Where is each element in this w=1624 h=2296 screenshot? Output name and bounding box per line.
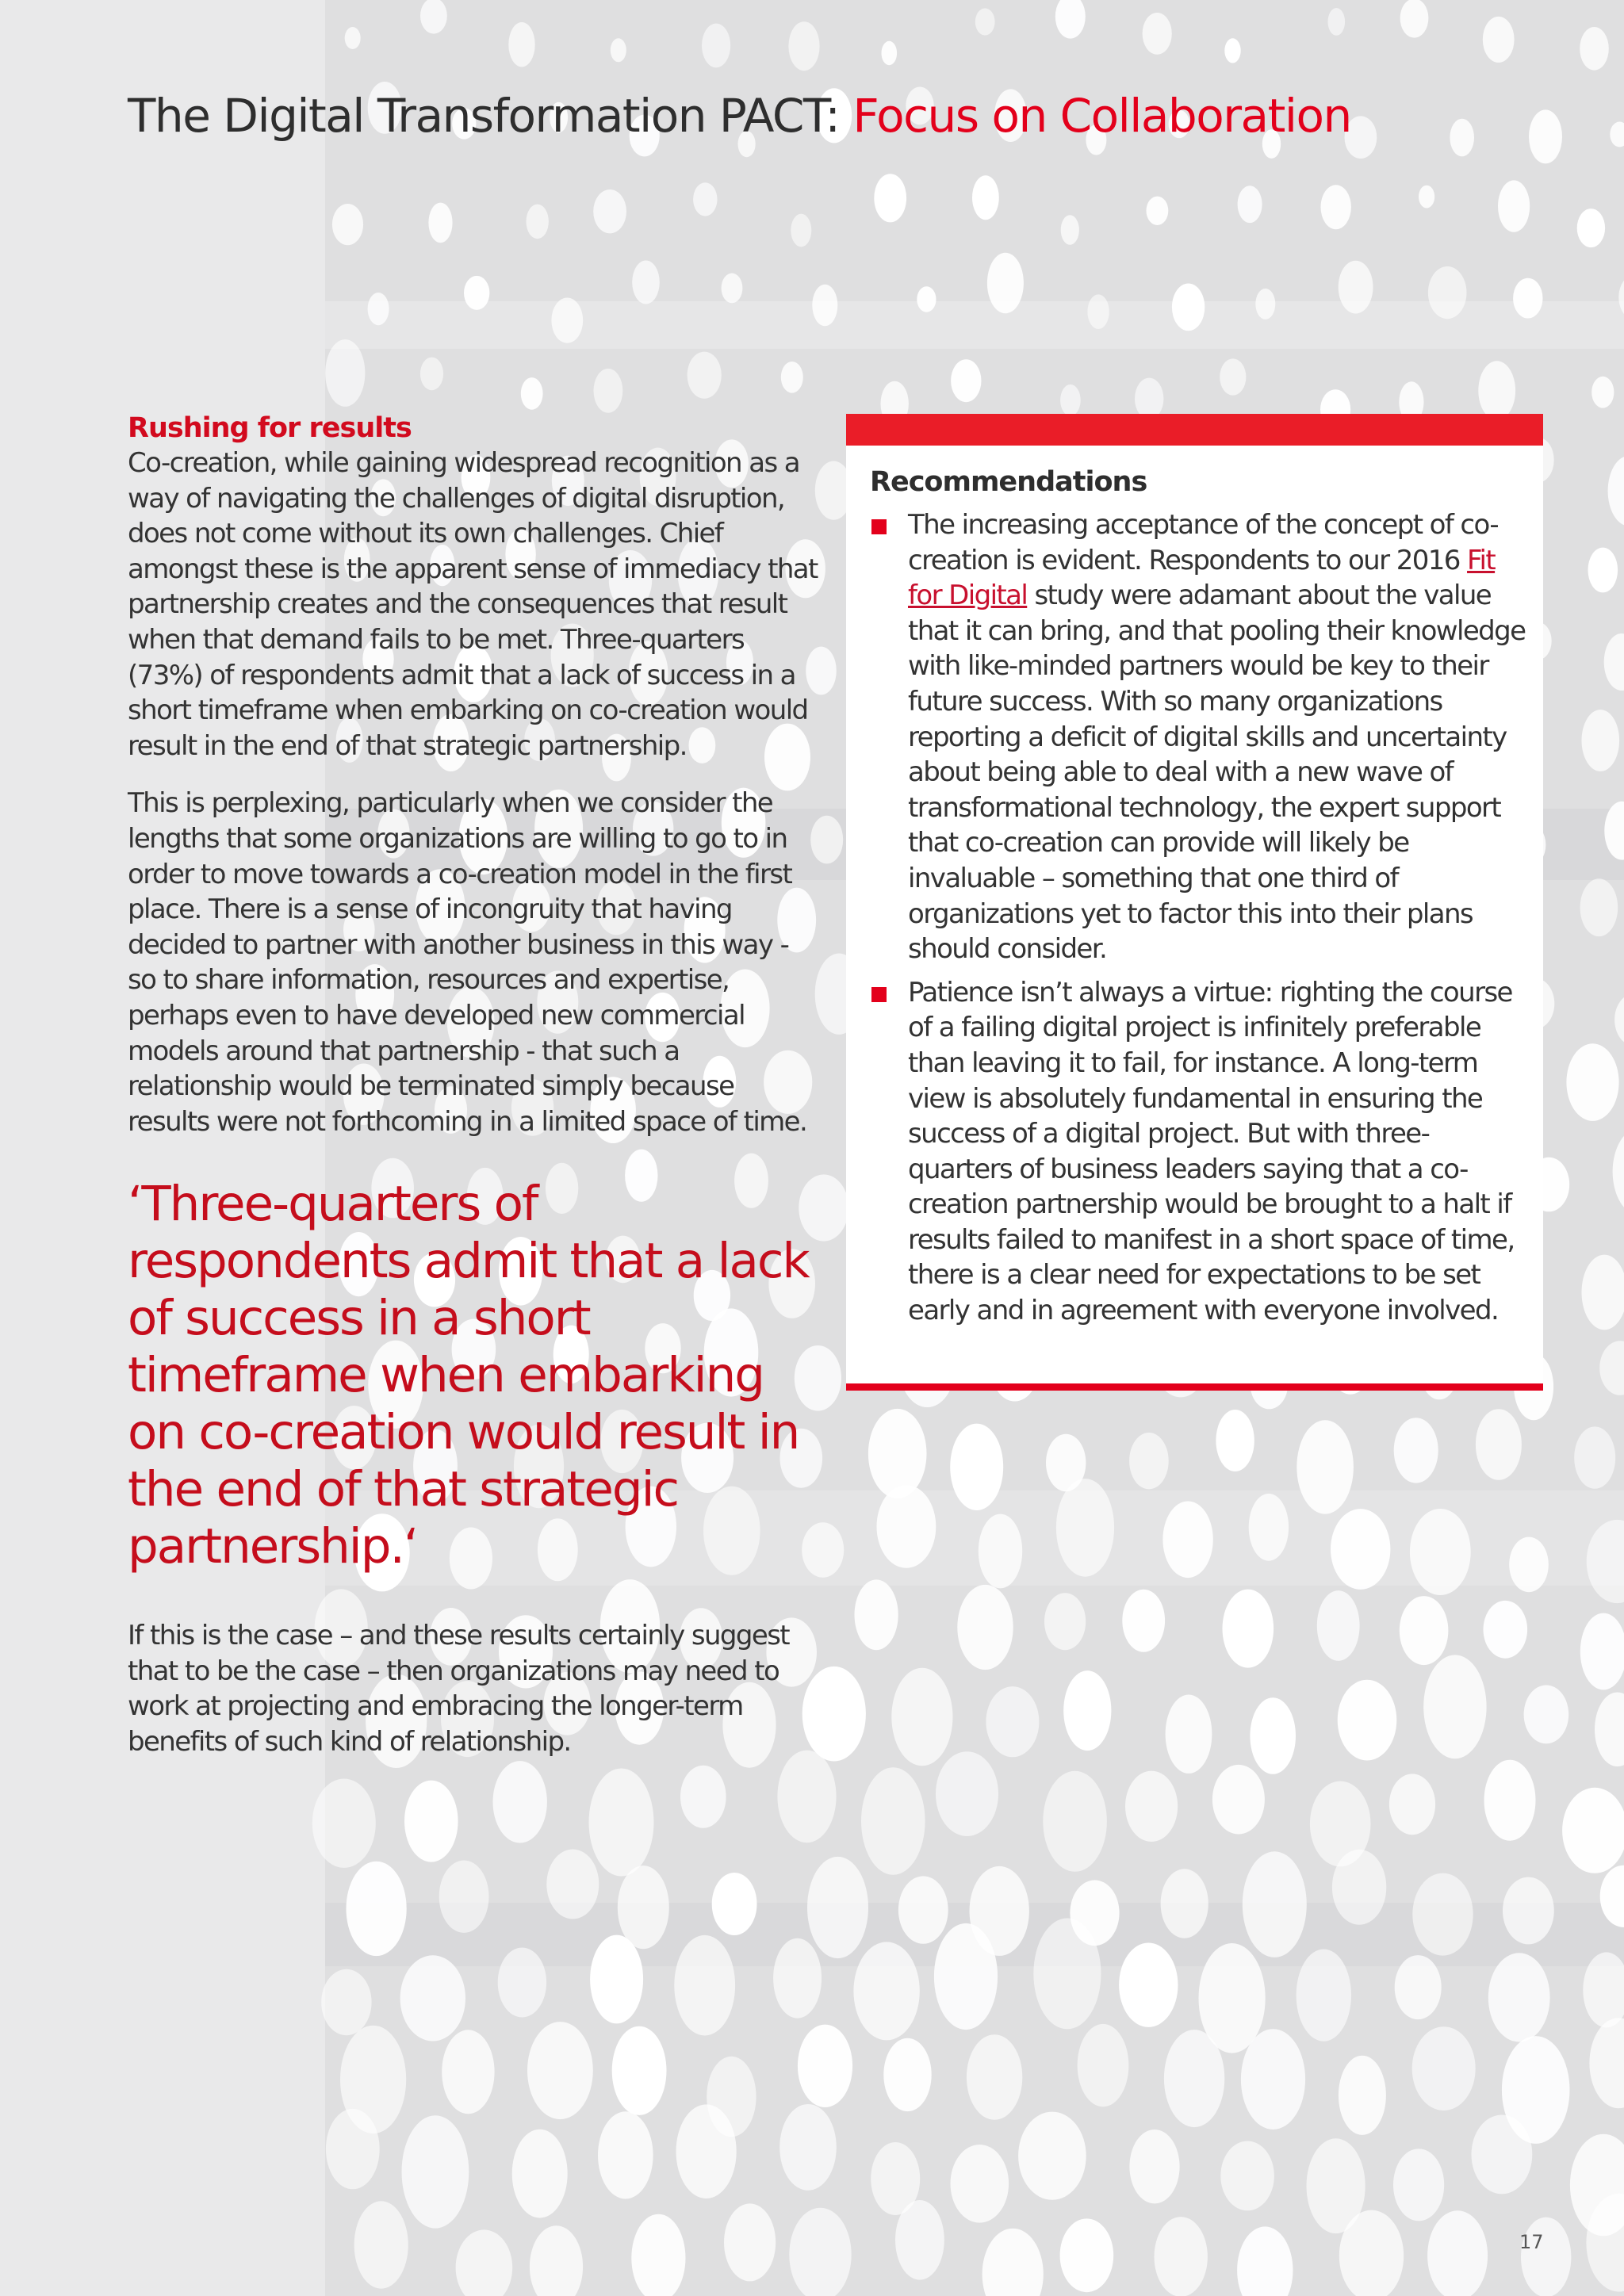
- background-dot: [1582, 710, 1620, 771]
- background-dot: [1591, 377, 1614, 408]
- background-dot: [404, 1781, 458, 1862]
- background-dot: [676, 2104, 737, 2198]
- background-dot: [1161, 1869, 1208, 1938]
- background-dot: [877, 1485, 936, 1568]
- background-dot: [1056, 1479, 1114, 1577]
- background-dot: [1317, 1590, 1360, 1661]
- background-dot: [1450, 119, 1474, 157]
- background-dot: [321, 1969, 371, 2035]
- background-dot: [779, 2104, 837, 2191]
- background-dot: [1332, 1850, 1386, 1925]
- background-dot: [1580, 27, 1609, 71]
- background-dot: [1394, 1418, 1438, 1483]
- background-dot: [1483, 17, 1515, 63]
- background-dot: [1044, 1593, 1086, 1650]
- background-dot: [874, 174, 906, 222]
- background-dot: [1498, 180, 1530, 232]
- background-dot: [1166, 1695, 1212, 1774]
- square-bullet-icon: [871, 519, 887, 534]
- background-dot: [1524, 1686, 1569, 1744]
- background-dot: [594, 369, 623, 413]
- recommendations-heading: Recommendations: [870, 466, 1147, 498]
- background-dot: [1513, 278, 1542, 319]
- background-dot: [951, 359, 981, 402]
- background-dot: [1484, 1601, 1528, 1659]
- background-dot: [702, 24, 730, 68]
- background-dot: [812, 285, 837, 327]
- background-dot: [1297, 1420, 1354, 1513]
- background-dot: [1119, 1943, 1178, 2027]
- background-dot: [861, 1767, 925, 1875]
- background-dot: [1162, 1502, 1212, 1578]
- background-dot: [1488, 1953, 1550, 2042]
- background-dot: [428, 203, 452, 243]
- page-title-accent: Focus on Collaboration: [852, 89, 1351, 143]
- background-dot: [791, 214, 811, 247]
- background-dot: [1249, 1494, 1289, 1561]
- background-dot: [368, 293, 389, 325]
- background-dot: [712, 1873, 757, 1935]
- background-dot: [508, 22, 534, 67]
- background-dot: [967, 2034, 1022, 2120]
- recommendations-top-bar: [846, 414, 1543, 446]
- background-dot: [345, 27, 361, 49]
- background-dot: [1043, 1771, 1107, 1872]
- background-dot: [1297, 1950, 1351, 2042]
- background-dot: [546, 1850, 599, 1919]
- page-title-prefix: The Digital Transformation PACT:: [128, 89, 853, 143]
- background-dot: [527, 2022, 593, 2119]
- background-dot: [512, 2130, 568, 2218]
- recommendations-bottom-bar: [846, 1383, 1543, 1391]
- background-dot: [883, 2038, 931, 2111]
- background-dot: [936, 1751, 998, 1836]
- recommendation-item-1: [870, 507, 1528, 967]
- background-dot: [1063, 1670, 1111, 1751]
- body-paragraph-2: This is perplexing, particularly when we consider the lengths that some organizations are willing to go to in order to move towards a co-creation model in the first place. There is a sense of incongruity that having decided to partner with another business in this way - so to share information, resources and expertise, perhaps even to have developed new commercial models around that partnership - that such a relationship would be terminated simply because results were not forthcoming in a limited space of time.: [128, 787, 807, 1138]
- background-dot: [1389, 1774, 1435, 1835]
- background-dot: [589, 1769, 654, 1877]
- background-dot: [590, 1935, 643, 2024]
- background-dot: [1412, 1873, 1473, 1956]
- background-dot: [722, 274, 743, 304]
- background-dot: [986, 1686, 1039, 1757]
- background-dot: [1321, 185, 1351, 229]
- background-dot: [1143, 13, 1172, 55]
- background-dot: [1061, 215, 1079, 245]
- background-dot: [551, 298, 583, 343]
- background-dot: [598, 2111, 653, 2198]
- background-dot: [464, 276, 489, 310]
- background-dot: [957, 1585, 1013, 1670]
- background-dot: [1393, 2149, 1444, 2221]
- background-dot: [674, 1935, 735, 2036]
- background-dot: [950, 1424, 1003, 1510]
- background-dot: [855, 1579, 898, 1650]
- background-dot: [420, 358, 443, 391]
- background-dot: [1484, 1760, 1536, 1841]
- background-dot: [807, 1857, 868, 1958]
- background-dot: [1339, 2056, 1386, 2135]
- background-dot: [724, 2203, 776, 2281]
- background-dot: [442, 2030, 494, 2114]
- background-dot: [1255, 289, 1275, 320]
- background-dot: [1241, 2029, 1305, 2130]
- background-dot: [1428, 266, 1467, 319]
- background-dot: [1216, 1410, 1254, 1471]
- background-dot: [1328, 8, 1346, 36]
- background-dot: [1060, 385, 1081, 416]
- background-dot: [1338, 1680, 1397, 1761]
- background-dot: [898, 1876, 948, 1943]
- background-dot: [693, 182, 717, 216]
- background-dot: [1147, 197, 1169, 225]
- background-dot: [1129, 2130, 1179, 2203]
- background-dot: [773, 1938, 822, 2019]
- background-dot: [611, 38, 626, 62]
- page-title: [128, 89, 1351, 143]
- background-dot: [987, 253, 1024, 314]
- background-dot: [632, 261, 660, 304]
- background-dot: [1412, 2026, 1476, 2110]
- background-dot: [788, 21, 819, 71]
- background-dot: [1580, 878, 1618, 936]
- square-bullet-icon: [871, 987, 887, 1002]
- background-dot: [1087, 294, 1109, 329]
- background-dot: [1224, 38, 1240, 63]
- background-dot: [1476, 1409, 1522, 1480]
- background-dot: [1509, 1537, 1549, 1593]
- background-dot: [1033, 1918, 1101, 2029]
- pull-quote: ‘Three-quarters of respondents admit that a lack of success in a short timeframe when embarking on co-creation would result in the end of that strategic partnership.‘: [128, 1176, 809, 1575]
- background-dot: [1125, 1771, 1178, 1842]
- section-heading: Rushing for results: [128, 412, 412, 444]
- background-dot: [1212, 1765, 1265, 1835]
- background-dot: [1155, 2217, 1208, 2296]
- background-dot: [1566, 1043, 1618, 1121]
- recommendation-1-text-start: The increasing acceptance of the concept of co-creation is evident. Respondents to our 2016: [908, 509, 1499, 576]
- background-dot: [325, 339, 365, 407]
- background-dot: [1078, 2024, 1129, 2107]
- background-dot: [798, 2025, 852, 2107]
- background-dot: [1574, 1426, 1615, 1488]
- background-dot: [1018, 2112, 1086, 2200]
- background-dot: [521, 377, 543, 410]
- background-dot: [882, 41, 898, 65]
- background-dot: [1122, 1590, 1165, 1652]
- background-dot: [1250, 1697, 1296, 1774]
- background-dot: [400, 1955, 465, 2041]
- background-dot: [934, 1923, 998, 2030]
- background-dot: [1521, 2218, 1571, 2296]
- background-dot: [1478, 361, 1515, 420]
- background-dot: [347, 1862, 407, 1956]
- background-dot: [612, 2026, 667, 2115]
- page-number: 17: [1519, 2231, 1544, 2253]
- closing-paragraph: If this is the case – and these results certainly suggest that to be the case – then organizations may need to work at projecting and embracing the longer-term benefits of such kind of relationship.: [128, 1620, 790, 1758]
- recommendation-2-text: Patience isn’t always a virtue: righting the course of a failing digital project is infinitely preferable than leaving it to fail, for instance. A long-term view is absolutely fundamental in ensuring the success of a digital project. But with three-quarters of business leaders saying that a co-creation partnership would be brought to a halt if results failed to manifest in a short space of time, there is a clear need for expectations to be set early and in agreement with everyone involved.: [908, 976, 1515, 1327]
- background-dot: [1423, 1655, 1486, 1758]
- background-dot: [1472, 2115, 1533, 2195]
- background-dot: [332, 204, 363, 245]
- background-dot: [1220, 358, 1246, 395]
- background-dot: [895, 2200, 944, 2280]
- background-dot: [618, 1866, 669, 1949]
- background-dot: [1199, 1943, 1266, 2053]
- background-dot: [1060, 2218, 1114, 2292]
- background-dot: [688, 352, 722, 399]
- background-dot: [853, 1942, 919, 2040]
- background-dot: [979, 1514, 1022, 1589]
- background-dot: [593, 189, 626, 233]
- background-dot: [1172, 284, 1205, 331]
- background-dot: [1223, 1590, 1274, 1668]
- background-dot: [498, 1948, 546, 2018]
- recommendation-item-2: [870, 975, 1528, 1329]
- background-dot: [1238, 186, 1262, 223]
- background-dot: [1395, 1955, 1442, 2019]
- background-dot: [1220, 2141, 1274, 2211]
- background-dot: [1577, 209, 1605, 247]
- background-dot: [312, 1779, 376, 1868]
- fit-for-digital-link[interactable]: Fit for Digital: [908, 544, 1496, 612]
- background-dot: [1588, 548, 1618, 593]
- body-paragraph-1: Co-creation, while gaining widespread recognition as a way of navigating the challenges of digital disruption, does not come without its own challenges. Chief amongst these is the apparent sense of immediacy that partnership creates and the consequences that result when that demand fails to be met. Three-quarters (73%) of respondents admit that a lack of success in a short timeframe when embarking on co-creation would result in the end of that strategic partnership.: [128, 447, 818, 762]
- background-dot: [1410, 1509, 1471, 1595]
- background-dot: [1129, 1433, 1169, 1489]
- background-dot: [891, 1668, 952, 1766]
- background-dot: [972, 175, 999, 220]
- background-dot: [1331, 1509, 1390, 1590]
- background-dot: [1243, 1851, 1307, 1957]
- left-column: [128, 411, 818, 1782]
- background-dot: [527, 205, 549, 239]
- background-dot: [781, 362, 803, 393]
- background-dot: [402, 2115, 469, 2228]
- recommendations-content: [870, 465, 1528, 1337]
- background-dot: [354, 2201, 408, 2288]
- background-dot: [1529, 109, 1562, 163]
- recommendations-box: [846, 414, 1543, 1391]
- background-dot: [1339, 261, 1373, 314]
- background-dot: [1503, 1877, 1554, 1945]
- background-dot: [951, 2145, 1009, 2223]
- background-dot: [975, 8, 995, 35]
- background-dot: [439, 1861, 489, 1933]
- background-dot: [1400, 1596, 1449, 1665]
- background-dot: [868, 1409, 927, 1498]
- background-dot: [1419, 186, 1434, 209]
- recommendation-1-text-end: study were adamant about the value that it can bring, and that pooling their knowledge with like-minded partners would be key to their future success. With so many organizations reporting a deficit of digital skills and uncertainty about being able to deal with a new wave of transformational technology, the expert support that co-creation can provide will likely be invaluable – something that one third of organizations yet to factor this into their plans should consider.: [908, 580, 1526, 966]
- background-dot: [1400, 0, 1429, 38]
- background-dot: [326, 2109, 380, 2189]
- background-dot: [917, 286, 936, 312]
